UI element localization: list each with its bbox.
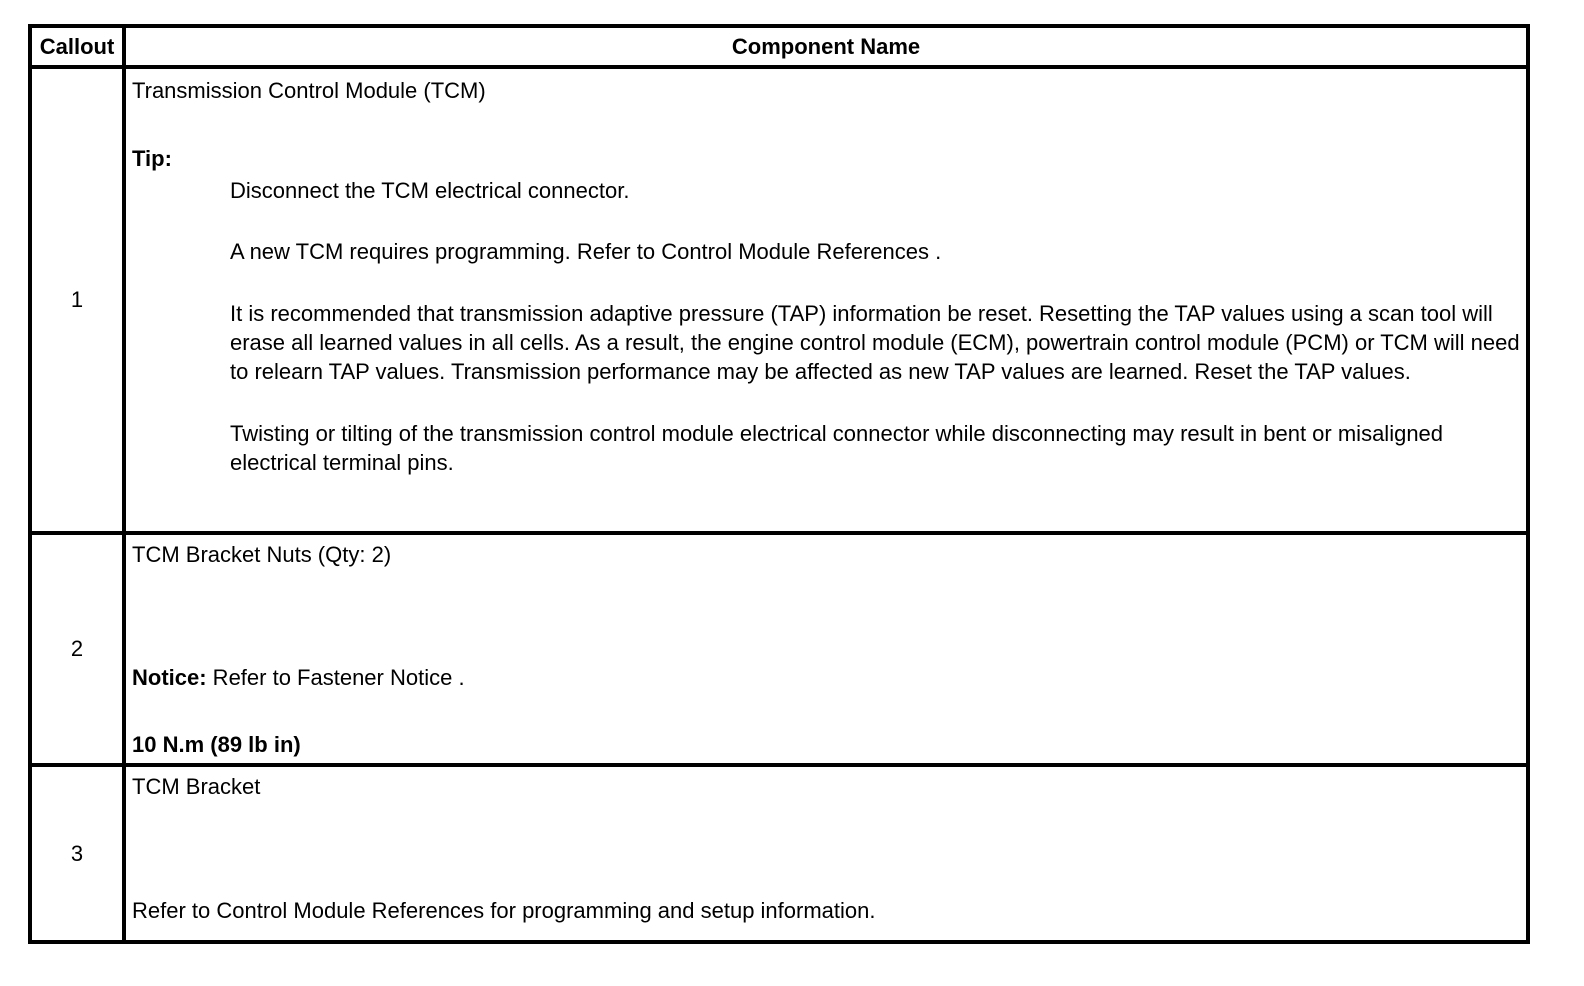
row-3-component (126, 767, 1526, 940)
row-2-torque: 10 N.m (89 lb in) (132, 732, 301, 757)
row-2-callout-number: 2 (70, 636, 84, 661)
row-1-tip-label: Tip: (132, 146, 172, 171)
row-1-tip-2: A new TCM requires programming. Refer to Control Module References . (230, 239, 942, 264)
row-2-callout (32, 535, 126, 767)
row-1-tip-4: Twisting or tilting of the transmission control module electrical connector while disconnecting may result in bent or misaligned electrical terminal pins. (230, 421, 1444, 475)
row-1-tip-3: It is recommended that transmission adaptive pressure (TAP) information be reset. Resetting the TAP values using a scan tool will erase all learned values in all cells. As a result, the engine control module (ECM), powertrain control module (PCM) or TCM will need to relearn TAP values. Transmission performance may be affected as new TAP values are learned. Reset the TAP values. (230, 301, 1520, 384)
row-3-note: Refer to Control Module References for programming and setup information. (132, 898, 876, 923)
header-callout (32, 28, 126, 69)
row-2-component (126, 535, 1526, 767)
row-2-notice-label: Notice: (132, 665, 207, 690)
row-2-notice-text: Refer to Fastener Notice . (206, 665, 465, 690)
row-1-component (126, 69, 1526, 535)
header-component-name-label: Component Name (731, 33, 921, 59)
row-1-tip-1: Disconnect the TCM electrical connector. (230, 178, 630, 203)
header-callout-label: Callout (39, 33, 115, 59)
row-3-callout-number: 3 (70, 840, 84, 866)
row-1-callout-number: 1 (70, 287, 84, 312)
row-3-callout (32, 767, 126, 940)
row-3-title: TCM Bracket (132, 774, 261, 799)
row-1-title: Transmission Control Module (TCM) (132, 78, 486, 103)
header-component-name (126, 28, 1526, 69)
row-2-title: TCM Bracket Nuts (Qty: 2) (132, 542, 392, 567)
component-table (28, 24, 1530, 944)
row-1-callout (32, 69, 126, 535)
row-2-notice (132, 664, 1520, 692)
